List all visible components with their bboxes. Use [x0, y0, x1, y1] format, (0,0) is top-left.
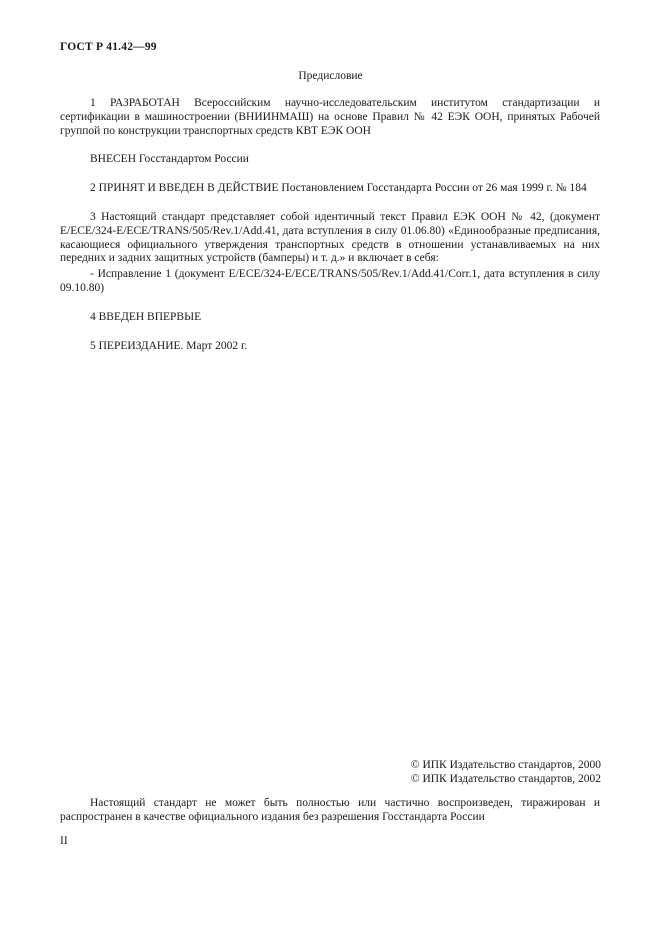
paragraph-adopted: 2 ПРИНЯТ И ВВЕДЕН В ДЕЙСТВИЕ Постановлением Госстандарта России от 26 мая 1999 г. № 184	[90, 182, 587, 195]
copyright-line: © ИПК Издательство стандартов, 2002	[410, 772, 601, 785]
copyright-line: © ИПК Издательство стандартов, 2000	[410, 759, 601, 771]
copyright-block	[411, 759, 601, 787]
paragraph-developed: 1 РАЗРАБОТАН Всероссийским научно-исследовательским институтом стандартизации и сертификации в машиностроении (ВНИИНМАШ) на основе Правил № 42 ЕЭК ООН, принятых Рабочей группой по конструкции транспортных средств КВТ ЕЭК ООН	[60, 97, 600, 137]
paragraph-introduced: ВНЕСЕН Госстандартом России	[90, 153, 249, 166]
foreword-body	[60, 97, 600, 353]
paragraph-amendment: - Исправление 1 (документ E/ECE/324-E/ECE/TRANS/505/Rev.1/Add.41/Corr.1, дата вступления в силу 09.10.80)	[60, 268, 600, 294]
reproduction-notice	[60, 797, 600, 825]
paragraph-identical-text: 3 Настоящий стандарт представляет собой идентичный текст Правил ЕЭК ООН № 42, (документ E/ECE/324-E/ECE/TRANS/505/Rev.1/Add.41, дата вступления в силу 01.06.80) «Единообразные предписания, касающиеся официального утверждения транспортных средств в отношении устанавливаемых на них передних и задних защитных устройств (бамперы) и т. д.» и включает в себя:	[60, 210, 600, 265]
page-number: II	[60, 835, 68, 847]
document-code: ГОСТ Р 41.42—99	[60, 41, 157, 53]
section-title: Предисловие	[298, 70, 363, 82]
paragraph-first-introduced: 4 ВВЕДЕН ВПЕРВЫЕ	[90, 310, 202, 323]
paragraph-reissue: 5 ПЕРЕИЗДАНИЕ. Март 2002 г.	[90, 339, 248, 352]
notice-text: Настоящий стандарт не может быть полностью или частично воспроизведен, тиражирован и распространен в качестве официального издания без разрешения Госстандарта России	[60, 797, 600, 823]
